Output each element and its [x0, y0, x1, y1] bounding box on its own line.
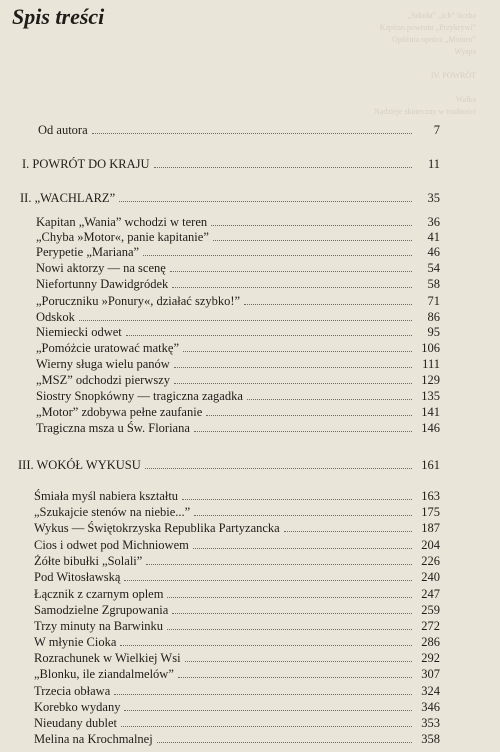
- toc-entry-label: „Poruczniku »Ponury«, działać szybko!”: [36, 294, 241, 308]
- toc-entry-page: 358: [421, 732, 440, 746]
- toc-entry-label: „MSZ” odchodzi pierwszy: [36, 373, 170, 387]
- toc-entry-page: 95: [427, 325, 440, 339]
- toc-entry[interactable]: [34, 732, 440, 746]
- toc-entry-label: Niemiecki odwet: [36, 325, 122, 339]
- toc-entry[interactable]: [34, 603, 440, 617]
- toc-entry-label: Od autora: [38, 123, 88, 137]
- bleed-through-text: „Szkoła” „ich” liczba Kapitan powrotu „Przykrywi” Opóźnia oprócz „Motoru” Wyspa IV. POWRÓT Walka Nadzieje skuteczny w trudności: [374, 11, 476, 116]
- toc-entry-label: Kapitan „Wania” wchodzi w teren: [36, 215, 208, 229]
- toc-entry-label: Nieudany dublet: [34, 716, 117, 730]
- toc-entry[interactable]: [34, 716, 440, 730]
- toc-entry[interactable]: [36, 261, 440, 275]
- dot-leader: [121, 725, 412, 727]
- toc-entry-page: 353: [421, 716, 440, 730]
- toc-entry[interactable]: [34, 619, 440, 633]
- dot-leader: [124, 709, 412, 711]
- toc-entry-label: III. WOKÓŁ WYKUSU: [18, 458, 141, 472]
- toc-entry[interactable]: [36, 294, 440, 308]
- dot-leader: [244, 303, 412, 305]
- toc-entry[interactable]: [34, 700, 440, 714]
- toc-entry-label: Niefortunny Dawidgródek: [36, 277, 169, 291]
- toc-entry[interactable]: [34, 587, 440, 601]
- dot-leader: [172, 612, 412, 614]
- toc-entry-label: Melina na Krochmalnej: [34, 732, 153, 746]
- toc-entry-label: Cios i odwet pod Michniowem: [34, 538, 189, 552]
- dot-leader: [174, 366, 412, 368]
- dot-leader: [194, 514, 412, 516]
- dot-leader: [79, 319, 412, 321]
- toc-entry[interactable]: [36, 357, 440, 371]
- toc-entry-page: 307: [421, 667, 440, 681]
- dot-leader: [284, 530, 412, 532]
- toc-entry-page: 141: [421, 405, 440, 419]
- toc-entry-page: 187: [421, 521, 440, 535]
- toc-entry-label: Trzecia obława: [34, 684, 111, 698]
- toc-entry-label: Odskok: [36, 310, 75, 324]
- toc-entry-page: 86: [427, 310, 440, 324]
- toc-entry-page: 161: [421, 458, 440, 472]
- toc-entry-label: Wierny sługa wielu panów: [36, 357, 170, 371]
- toc-entry-label: Żółte bibułki „Solali”: [34, 554, 143, 568]
- toc-entry-page: 111: [422, 357, 440, 371]
- toc-entry-page: 240: [421, 570, 440, 584]
- toc-entry[interactable]: [22, 157, 440, 171]
- toc-entry-page: 259: [421, 603, 440, 617]
- toc-entry[interactable]: [36, 373, 440, 387]
- dot-leader: [182, 498, 412, 500]
- toc-entry-page: 11: [427, 157, 440, 171]
- toc-entry-page: 129: [421, 373, 440, 387]
- toc-entry[interactable]: [36, 389, 440, 403]
- toc-entry[interactable]: [34, 505, 440, 519]
- toc-entry-label: W młynie Cioka: [34, 635, 117, 649]
- toc-entry-label: Korebko wydany: [34, 700, 121, 714]
- page-title: Spis treści: [12, 4, 105, 29]
- toc-entry-page: 226: [421, 554, 440, 568]
- toc-entry-label: I. POWRÓT DO KRAJU: [22, 157, 150, 171]
- toc-entry-page: 7: [433, 123, 440, 137]
- dot-leader: [126, 334, 412, 336]
- toc-entry[interactable]: [36, 277, 440, 291]
- dot-leader: [157, 741, 412, 743]
- dot-leader: [145, 467, 412, 469]
- toc-entry[interactable]: [34, 570, 440, 584]
- toc-entry-label: Tragiczna msza u Św. Floriana: [36, 421, 190, 435]
- toc-entry-page: 58: [427, 277, 440, 291]
- toc-entry-page: 41: [427, 230, 440, 244]
- toc-entry-label: Łącznik z czarnym oplem: [34, 587, 164, 601]
- toc-entry[interactable]: [36, 230, 440, 244]
- dot-leader: [167, 596, 412, 598]
- toc-entry[interactable]: [36, 405, 440, 419]
- toc-entry-label: „Chyba »Motor«, panie kapitanie”: [36, 230, 209, 244]
- toc-entry-page: 292: [421, 651, 440, 665]
- dot-leader: [114, 693, 412, 695]
- dot-leader: [154, 166, 412, 168]
- toc-entry-label: „Szukajcie stenów na niebie...”: [34, 505, 191, 519]
- toc-entry-page: 324: [421, 684, 440, 698]
- toc-entry-page: 106: [421, 341, 440, 355]
- toc-entry[interactable]: [36, 310, 440, 324]
- dot-leader: [247, 398, 412, 400]
- toc-entry-page: 247: [421, 587, 440, 601]
- toc-entry-label: Samodzielne Zgrupowania: [34, 603, 169, 617]
- toc-entry-page: 163: [421, 489, 440, 503]
- dot-leader: [206, 414, 412, 416]
- toc-entry-page: 175: [421, 505, 440, 519]
- toc-entry-label: Siostry Snopkówny — tragiczna zagadka: [36, 389, 243, 403]
- toc-entry-label: II. „WACHLARZ”: [20, 191, 116, 205]
- toc-entry[interactable]: [34, 538, 440, 552]
- dot-leader: [178, 676, 412, 678]
- toc-entry[interactable]: [34, 489, 440, 503]
- toc-entry-page: 71: [427, 294, 440, 308]
- toc-entry-label: Trzy minuty na Barwinku: [34, 619, 164, 633]
- toc-entry[interactable]: [34, 554, 440, 568]
- toc-entry[interactable]: [36, 215, 440, 229]
- toc-entry[interactable]: [34, 684, 440, 698]
- toc-entry-label: „Pomóżcie uratować matkę”: [36, 341, 179, 355]
- toc-entry-page: 35: [427, 191, 440, 205]
- toc-entry-label: Perypetie „Mariana”: [36, 245, 140, 259]
- toc-entry[interactable]: [38, 123, 440, 137]
- dot-leader: [172, 286, 412, 288]
- dot-leader: [211, 224, 412, 226]
- toc-entry[interactable]: [36, 325, 440, 339]
- toc-entry-page: 54: [427, 261, 440, 275]
- toc-entry-label: Nowi aktorzy — na scenę: [36, 261, 166, 275]
- dot-leader: [124, 579, 412, 581]
- dot-leader: [146, 563, 412, 565]
- toc-entry[interactable]: [36, 421, 440, 435]
- toc-entry-page: 36: [427, 215, 440, 229]
- dot-leader: [143, 254, 412, 256]
- dot-leader: [119, 200, 412, 202]
- dot-leader: [185, 660, 412, 662]
- toc-entry[interactable]: [34, 651, 440, 665]
- toc-entry-page: 146: [421, 421, 440, 435]
- toc-entry[interactable]: [34, 635, 440, 649]
- dot-leader: [213, 239, 412, 241]
- dot-leader: [174, 382, 412, 384]
- toc-entry[interactable]: [18, 458, 440, 472]
- dot-leader: [120, 644, 412, 646]
- toc-entry-label: „Motor” zdobywa pełne zaufanie: [36, 405, 203, 419]
- toc-entry[interactable]: [36, 245, 440, 259]
- toc-entry-page: 286: [421, 635, 440, 649]
- toc-entry[interactable]: [20, 191, 440, 205]
- dot-leader: [170, 270, 412, 272]
- toc-entry-page: 204: [421, 538, 440, 552]
- toc-entry-page: 135: [421, 389, 440, 403]
- toc-entry-page: 46: [427, 245, 440, 259]
- dot-leader: [167, 628, 412, 630]
- toc-entry-label: Wykus — Świętokrzyska Republika Partyzancka: [34, 521, 280, 535]
- toc-entry[interactable]: [36, 341, 440, 355]
- toc-entry-label: Rozrachunek w Wielkiej Wsi: [34, 651, 181, 665]
- toc-entry-page: 346: [421, 700, 440, 714]
- dot-leader: [183, 350, 412, 352]
- toc-entry[interactable]: [34, 667, 440, 681]
- toc-entry-label: Śmiała myśl nabiera kształtu: [34, 489, 179, 503]
- toc-entry-label: Pod Witosławską: [34, 570, 121, 584]
- dot-leader: [194, 430, 412, 432]
- dot-leader: [193, 547, 412, 549]
- toc-entry-label: „Blonku, ile ziandalmelów”: [34, 667, 174, 681]
- dot-leader: [92, 132, 412, 134]
- toc-entry-page: 272: [421, 619, 440, 633]
- toc-entry[interactable]: [34, 521, 440, 535]
